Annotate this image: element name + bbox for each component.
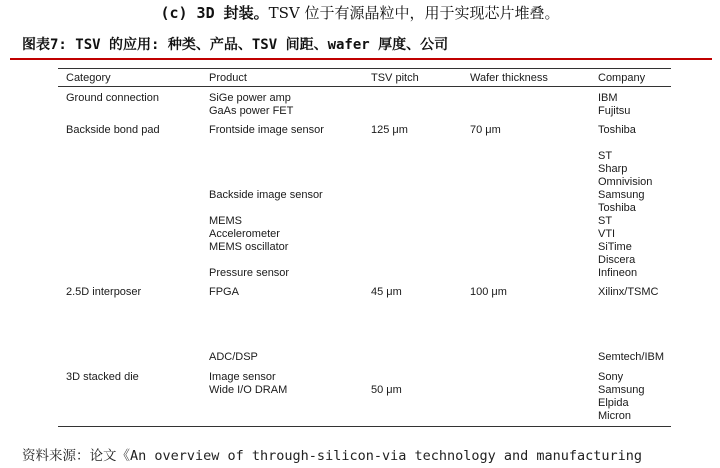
product-cell: Backside image sensor	[209, 189, 323, 201]
product-cell: MEMS	[209, 215, 242, 227]
table-bottom-rule	[58, 426, 671, 427]
product-cell: Pressure sensor	[209, 267, 290, 279]
header-company: Company	[598, 72, 646, 84]
company-cell: Samsung	[598, 189, 645, 201]
company-cell: Semtech/IBM	[598, 351, 665, 363]
thickness-cell: 100 μm	[470, 286, 507, 298]
company-cell: ST	[598, 150, 613, 162]
product-cell: GaAs power FET	[209, 105, 294, 117]
category-cell: Ground connection	[66, 92, 159, 104]
product-cell: Wide I/O DRAM	[209, 384, 288, 396]
category-cell: 2.5D interposer	[66, 286, 142, 298]
product-cell: Frontside image sensor	[209, 124, 324, 136]
thickness-cell: 70 μm	[470, 124, 501, 136]
table-top-rule	[58, 68, 671, 69]
header-category: Category	[66, 72, 111, 84]
source-note: 资料来源：论文《An overview of through-silicon-via technology and manufacturing	[22, 448, 643, 464]
product-cell: MEMS oscillator	[209, 241, 289, 253]
company-cell: Elpida	[598, 397, 629, 409]
company-cell: Sharp	[598, 163, 628, 175]
company-cell: Fujitsu	[598, 105, 631, 117]
product-cell: SiGe power amp	[209, 92, 291, 104]
company-cell: Micron	[598, 410, 632, 422]
company-cell: IBM	[598, 92, 618, 104]
company-cell: Sony	[598, 371, 624, 383]
product-cell: Image sensor	[209, 371, 276, 383]
product-cell: ADC/DSP	[209, 351, 258, 363]
pitch-cell: 50 μm	[371, 384, 402, 396]
company-cell: Infineon	[598, 267, 638, 279]
header-rule	[58, 86, 671, 87]
product-cell: Accelerometer	[209, 228, 280, 240]
company-cell: ST	[598, 215, 613, 227]
pitch-cell: 125 μm	[371, 124, 408, 136]
company-cell: Toshiba	[598, 124, 636, 136]
company-cell: Samsung	[598, 384, 645, 396]
product-cell: FPGA	[209, 286, 239, 298]
company-cell: VTI	[598, 228, 616, 240]
header-wafer-thickness: Wafer thickness	[470, 72, 548, 84]
intro-text: TSV 位于有源晶粒中，用于实现芯片堆叠。	[268, 4, 560, 22]
company-cell: Toshiba	[598, 202, 636, 214]
category-cell: Backside bond pad	[66, 124, 160, 136]
pitch-cell: 45 μm	[371, 286, 402, 298]
header-tsv-pitch: TSV pitch	[371, 72, 419, 84]
company-cell: SiTime	[598, 241, 632, 253]
company-cell: Discera	[598, 254, 636, 266]
company-cell: Omnivision	[598, 176, 653, 188]
company-cell: Xilinx/TSMC	[598, 286, 659, 298]
figure-title: 图表7: TSV 的应用: 种类、产品、TSV 间距、wafer 厚度、公司	[22, 37, 449, 53]
intro-label: (c) 3D 封装。	[160, 4, 269, 22]
header-product: Product	[209, 72, 247, 84]
category-cell: 3D stacked die	[66, 371, 139, 383]
